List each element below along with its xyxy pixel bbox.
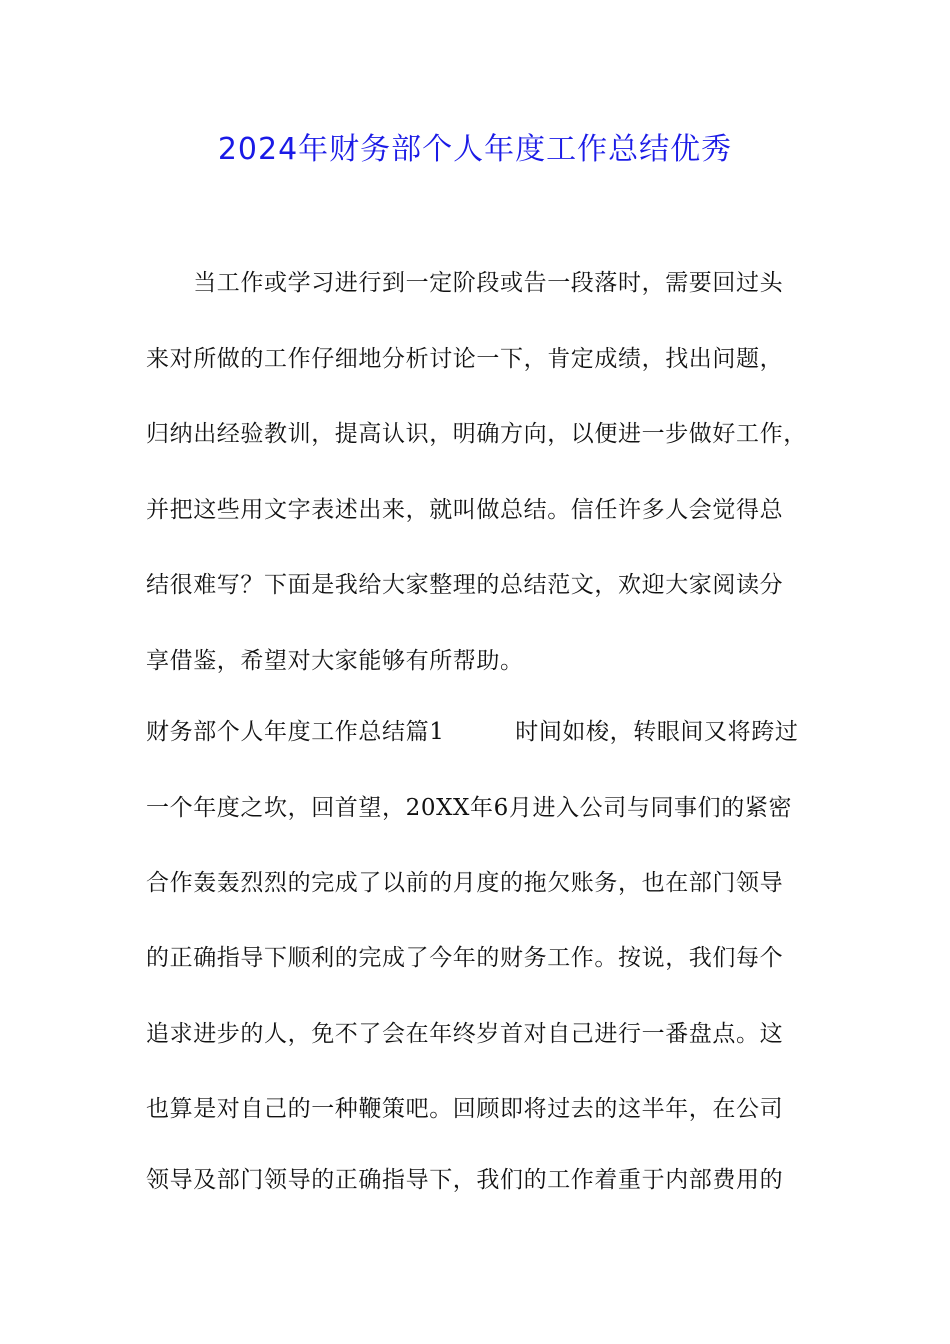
body-line: 来对所做的工作仔细地分析讨论一下，肯定成绩，找出问题， [146, 346, 784, 372]
body-line: 的正确指导下顺利的完成了今年的财务工作。按说，我们每个 [146, 945, 784, 971]
document-title: 2024年财务部个人年度工作总结优秀 [217, 132, 733, 167]
body-line: 当工作或学习进行到一定阶段或告一段落时，需要回过头 [146, 270, 784, 296]
body-line: 归纳出经验教训，提高认识，明确方向，以便进一步做好工作， [146, 421, 807, 447]
body-line: 也算是对自己的一种鞭策吧。回顾即将过去的这半年，在公司 [146, 1096, 784, 1122]
body-line: 并把这些用文字表述出来，就叫做总结。信任许多人会觉得总 [146, 497, 784, 523]
body-line: 结很难写？下面是我给大家整理的总结范文，欢迎大家阅读分 [146, 572, 784, 598]
body-line: 合作轰轰烈烈的完成了以前的月度的拖欠账务，也在部门领导 [146, 870, 784, 896]
body-line: 领导及部门领导的正确指导下，我们的工作着重于内部费用的 [146, 1167, 784, 1193]
body-line: 享借鉴，希望对大家能够有所帮助。 [146, 648, 524, 674]
body-line: 追求进步的人，免不了会在年终岁首对自己进行一番盘点。这 [146, 1021, 784, 1047]
body-line: 一个年度之坎，回首望，20XX年6月进入公司与同事们的紧密 [146, 795, 793, 821]
section-heading-line: 财务部个人年度工作总结篇1 时间如梭，转眼间又将跨过 [146, 719, 799, 745]
